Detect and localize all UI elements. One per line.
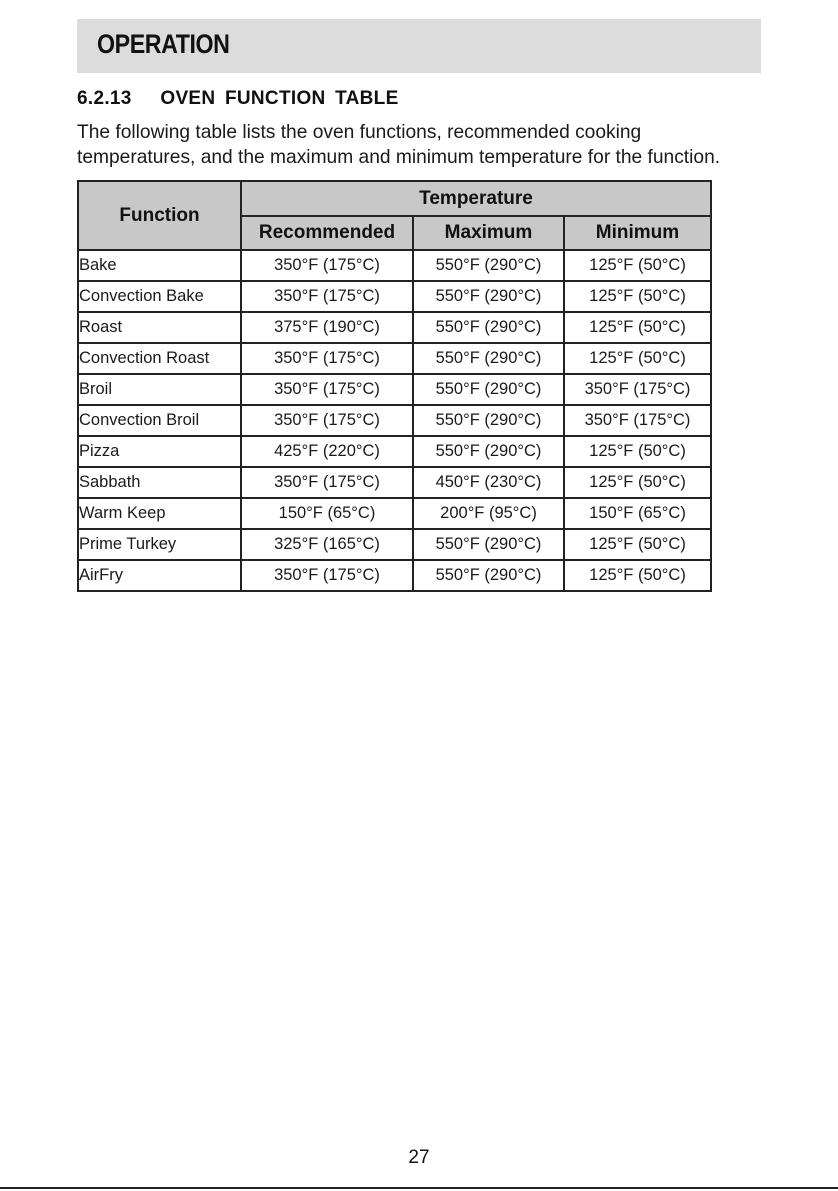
minimum-cell: 150°F (65°C) [564,498,711,529]
recommended-cell: 375°F (190°C) [241,312,413,343]
recommended-cell: 350°F (175°C) [241,374,413,405]
recommended-cell: 350°F (175°C) [241,560,413,591]
minimum-cell: 350°F (175°C) [564,374,711,405]
function-cell: Convection Broil [78,405,241,436]
table-row [78,436,711,467]
minimum-cell: 125°F (50°C) [564,281,711,312]
minimum-cell: 125°F (50°C) [564,343,711,374]
recommended-cell: 350°F (175°C) [241,250,413,281]
table-row [78,405,711,436]
function-cell: Prime Turkey [78,529,241,560]
intro-line: The following table lists the oven functions, recommended cooking [77,122,642,143]
function-cell: Sabbath [78,467,241,498]
minimum-cell: 125°F (50°C) [564,312,711,343]
minimum-cell: 350°F (175°C) [564,405,711,436]
function-cell: Pizza [78,436,241,467]
function-cell: Convection Bake [78,281,241,312]
minimum-cell: 125°F (50°C) [564,467,711,498]
function-cell: AirFry [78,560,241,591]
maximum-cell: 550°F (290°C) [413,529,564,560]
table-row [78,343,711,374]
oven-function-table [77,180,712,592]
maximum-cell: 550°F (290°C) [413,343,564,374]
function-cell: Warm Keep [78,498,241,529]
intro-paragraph [77,120,767,170]
function-cell: Broil [78,374,241,405]
section-heading: 6.2.13 OVEN FUNCTION TABLE [77,88,399,109]
recommended-cell: 150°F (65°C) [241,498,413,529]
column-header-minimum: Minimum [564,216,711,250]
column-header-maximum: Maximum [413,216,564,250]
recommended-cell: 350°F (175°C) [241,343,413,374]
maximum-cell: 550°F (290°C) [413,250,564,281]
minimum-cell: 125°F (50°C) [564,250,711,281]
column-header-temperature: Temperature [241,181,711,216]
table-row [78,250,711,281]
function-cell: Bake [78,250,241,281]
table-row [78,467,711,498]
maximum-cell: 550°F (290°C) [413,560,564,591]
function-cell: Convection Roast [78,343,241,374]
bottom-rule [0,1187,838,1189]
table-row [78,498,711,529]
minimum-cell: 125°F (50°C) [564,560,711,591]
maximum-cell: 550°F (290°C) [413,281,564,312]
minimum-cell: 125°F (50°C) [564,529,711,560]
column-header-function: Function [78,181,241,250]
minimum-cell: 125°F (50°C) [564,436,711,467]
recommended-cell: 350°F (175°C) [241,405,413,436]
table-row [78,374,711,405]
maximum-cell: 550°F (290°C) [413,405,564,436]
maximum-cell: 200°F (95°C) [413,498,564,529]
page-title: OPERATION [97,29,230,59]
table-header-row [78,181,711,216]
table-row [78,281,711,312]
maximum-cell: 550°F (290°C) [413,436,564,467]
recommended-cell: 350°F (175°C) [241,467,413,498]
recommended-cell: 325°F (165°C) [241,529,413,560]
recommended-cell: 425°F (220°C) [241,436,413,467]
table-row [78,529,711,560]
table-row [78,560,711,591]
function-cell: Roast [78,312,241,343]
intro-line: temperatures, and the maximum and minimum temperature for the function. [77,147,721,168]
maximum-cell: 550°F (290°C) [413,312,564,343]
header-band [77,19,761,73]
recommended-cell: 350°F (175°C) [241,281,413,312]
maximum-cell: 550°F (290°C) [413,374,564,405]
column-header-recommended: Recommended [241,216,413,250]
page-number: 27 [408,1147,430,1168]
table-row [78,312,711,343]
maximum-cell: 450°F (230°C) [413,467,564,498]
